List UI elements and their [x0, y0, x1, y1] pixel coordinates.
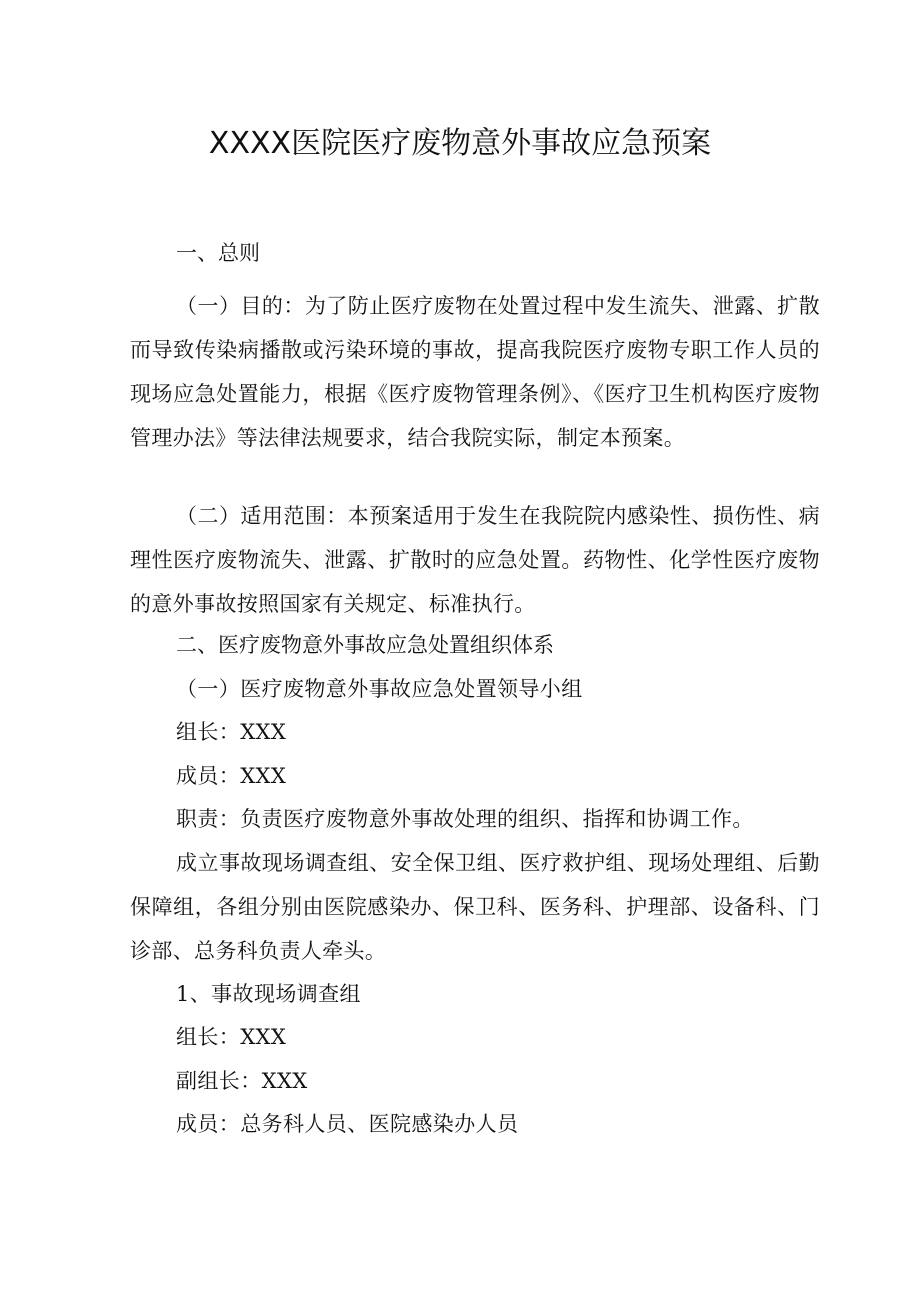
section-heading-general: 一、总则 [176, 241, 260, 265]
leader-line: 组长：XXX [176, 720, 287, 744]
paragraph-scope: （二）适用范围：本预案适用于发生在我院院内感染性、损伤性、病理性医疗废物流失、泄露、扩散时的应急处置。药物性、化学性医疗废物的意外事故按照国家有关规定、标准执行。 [130, 504, 820, 616]
group1-deputy-line: 副组长：XXX [176, 1069, 308, 1093]
group1-title: 1、事故现场调查组 [176, 982, 361, 1006]
section-heading-organization: 二、医疗废物意外事故应急处置组织体系 [176, 633, 554, 657]
duty-line: 职责：负责医疗废物意外事故处理的组织、指挥和协调工作。 [176, 807, 754, 831]
paragraph-purpose: （一）目的：为了防止医疗废物在处置过程中发生流失、泄露、扩散而导致传染病播散或污染环境的事故，提高我院医疗废物专职工作人员的现场应急处置能力，根据《医疗废物管理条例》、《医疗卫生机构医疗废物管理办法》等法律法规要求，结合我院实际，制定本预案。 [130, 294, 820, 450]
subheading-leading-group: （一）医疗废物意外事故应急处置领导小组 [176, 677, 583, 701]
document-title: XXXX医院医疗废物意外事故应急预案 [208, 126, 712, 161]
group1-members-line: 成员：总务科人员、医院感染办人员 [176, 1112, 519, 1136]
paragraph-groups: 成立事故现场调查组、安全保卫组、医疗救护组、现场处理组、后勤保障组，各组分别由医院感染办、保卫科、医务科、护理部、设备科、门诊部、总务科负责人牵头。 [130, 851, 820, 963]
members-line: 成员：XXX [176, 764, 287, 788]
group1-leader-line: 组长：XXX [176, 1025, 287, 1049]
